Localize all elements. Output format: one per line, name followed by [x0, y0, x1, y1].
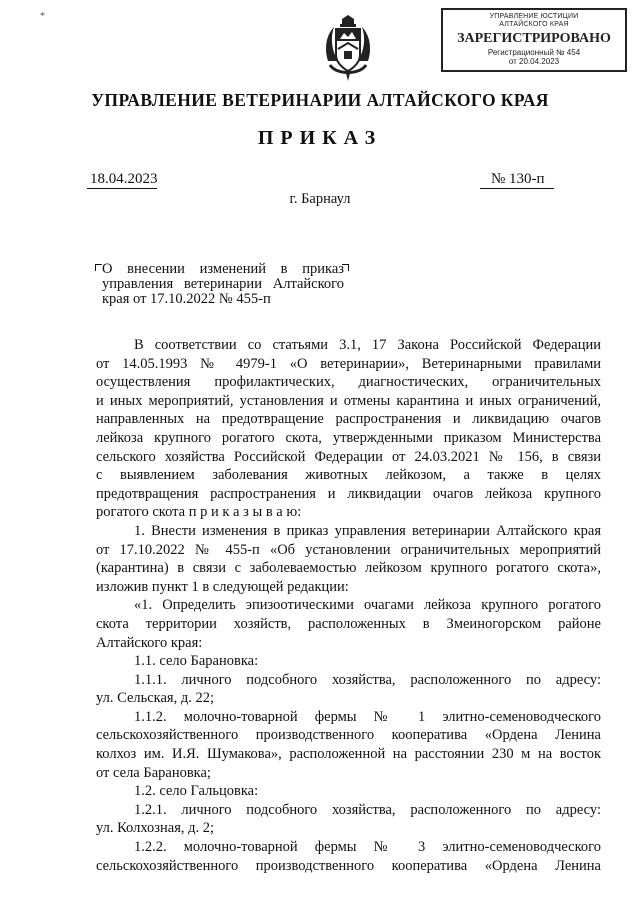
body-line: В соответствии со статьями 3.1, 17 Закона Российской Федерации: [134, 337, 601, 353]
body-line: 1.1.1. личного подсобного хозяйства, расположенного по адресу:: [134, 671, 601, 688]
order-number: № 130-п: [491, 171, 545, 187]
order-body: [96, 336, 601, 875]
body-line: колхоз им. И.Я. Шумакова», расположенной на расстоянии 230 м на восток: [96, 746, 601, 763]
body-line: и иных мероприятий, установления и отмены карантина и иных ограничений,: [96, 392, 601, 409]
body-line: «1. Определить эпизоотическими очагами лейкоза крупного рогатого: [134, 597, 601, 614]
body-line: сельскохозяйственного производственного кооператива «Ордена Ленина: [96, 727, 601, 744]
body-line: 1.1. село Барановка:: [134, 653, 259, 670]
body-line: от 14.05.1993 № 4979-1 «О ветеринарии», Ветеринарными правилами: [96, 355, 601, 372]
body-line: скота территории хозяйств, расположенных в Змеиногорском районе: [96, 615, 601, 632]
subject-line: О внесении изменений в приказ: [102, 261, 344, 277]
registration-stamp: [441, 8, 627, 72]
subject-line: края от 17.10.2022 № 455-п: [102, 291, 271, 307]
body-line: направленных на предотвращение распространения и ликвидацию очагов: [96, 411, 601, 428]
body-line: 1.2. село Гальцовка:: [134, 783, 259, 800]
stamp-registration-date: от 20.04.2023: [508, 57, 560, 66]
coat-of-arms-emblem: [322, 15, 374, 83]
body-line: с выявлением заболевания животных лейкозом, а также в целях: [96, 467, 601, 484]
body-line: рогатого скота п р и к а з ы в а ю:: [96, 504, 302, 521]
stamp-authority-line1: УПРАВЛЕНИЕ ЮСТИЦИИ: [489, 13, 579, 20]
subject-line: управления ветеринарии Алтайского: [102, 276, 344, 292]
body-line: (карантина) в связи с заболеваемостью лейкозом крупного рогатого скота»,: [96, 560, 601, 577]
document-type-title: ПРИКАЗ: [257, 127, 383, 149]
body-line: от 17.10.2022 № 455-п «Об установлении ограничительных мероприятий: [96, 541, 601, 558]
number-underline: [480, 188, 554, 189]
body-line: 1.1.2. молочно-товарной фермы № 1 элитно-семеноводческого: [134, 708, 601, 725]
body-line: осуществления профилактических, диагностических, ограничительных: [96, 374, 601, 391]
subject-block: [102, 262, 344, 307]
stamp-authority-line2: АЛТАЙСКОГО КРАЯ: [499, 21, 569, 28]
corner-mark: *: [40, 11, 45, 22]
stamp-title: ЗАРЕГИСТРИРОВАНО: [457, 31, 611, 46]
date-underline: [87, 188, 157, 189]
body-line: 1.2.1. личного подсобного хозяйства, расположенного по адресу:: [134, 801, 601, 818]
body-line: 1. Внести изменения в приказ управления ветеринарии Алтайского края: [134, 522, 601, 539]
body-line: сельского хозяйства Российской Федерации от 24.03.2021 № 156, в связи: [96, 448, 601, 465]
body-line: предотвращения распространения и ликвидации очагов лейкоза крупного: [96, 485, 601, 502]
body-line: от села Барановка;: [96, 764, 211, 781]
body-line: Алтайского края:: [96, 634, 203, 651]
city-line: г. Барнаул: [289, 191, 351, 207]
body-line: ул. Сельская, д. 22;: [96, 690, 215, 707]
body-line: 1.2.2. молочно-товарной фермы № 3 элитно-семеноводческого: [134, 839, 601, 856]
body-line: лейкоза крупного рогатого скота, утвержденными приказом Министерства: [96, 429, 601, 446]
order-date: 18.04.2023: [90, 171, 158, 187]
subject-bracket-left: [95, 264, 102, 271]
body-line: сельскохозяйственного производственного кооператива «Ордена Ленина: [96, 857, 601, 874]
body-line: ул. Колхозная, д. 2;: [96, 820, 215, 837]
body-line: изложив пункт 1 в следующей редакции:: [96, 578, 349, 595]
organization-heading: УПРАВЛЕНИЕ ВЕТЕРИНАРИИ АЛТАЙСКОГО КРАЯ: [91, 90, 549, 110]
stamp-registration-number: Регистрационный № 454: [487, 48, 581, 57]
